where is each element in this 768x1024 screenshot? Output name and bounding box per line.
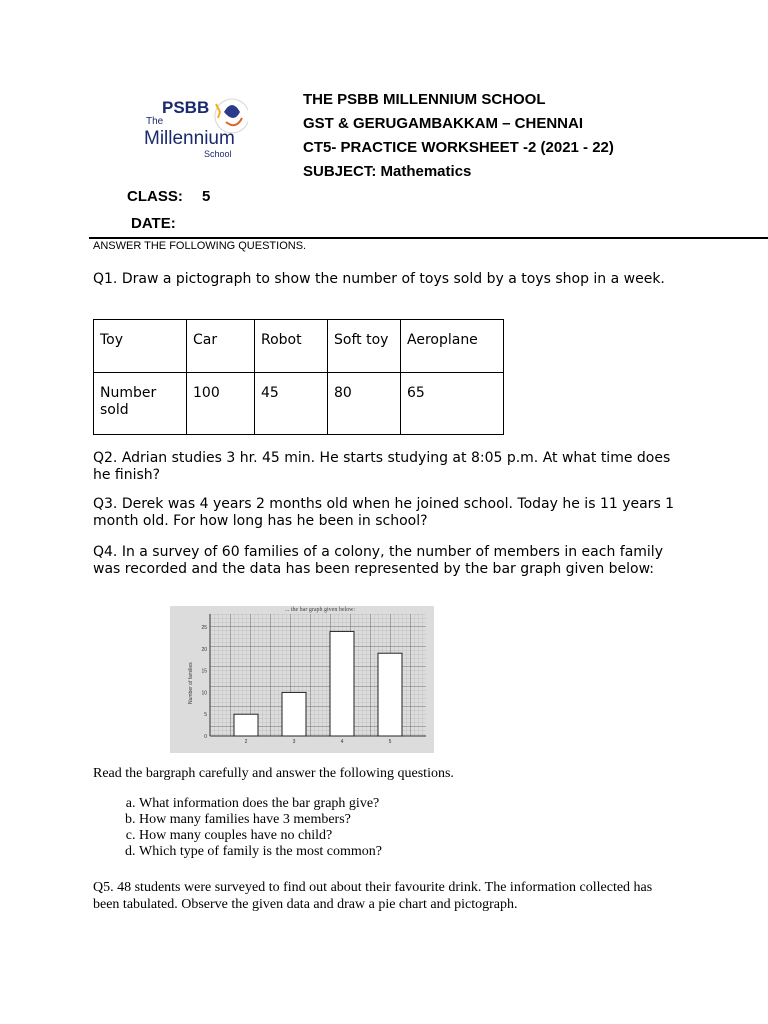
read-instruction: Read the bargraph carefully and answer the following questions.	[93, 766, 454, 781]
header-divider	[89, 237, 768, 239]
list-item: b. How many families have 3 members?	[139, 812, 382, 828]
y-tick-label: 25	[201, 625, 207, 632]
question-3: Q3. Derek was 4 years 2 months old when he joined school. Today he is 11 years 1 month old. For how long has he been in school?	[93, 496, 675, 529]
table-cell: 65	[401, 373, 504, 435]
list-item: d. Which type of family is the most common?	[139, 844, 382, 860]
question-5: Q5. 48 students were surveyed to find out about their favourite drink. The information collected has been tabulated. Observe the given data and draw a pie chart and pictograph.	[93, 880, 653, 912]
logo-the-text: The	[146, 116, 164, 127]
bar-graph-svg	[170, 606, 434, 753]
x-tick-label: 4	[340, 739, 344, 745]
list-item: c. How many couples have no child?	[139, 828, 382, 844]
table-cell: Robot	[255, 320, 328, 373]
y-axis-label: Number of families	[188, 662, 194, 704]
school-logo	[140, 94, 248, 164]
table-cell: 100	[187, 373, 255, 435]
logo-psbb-text: PSBB	[162, 98, 210, 117]
y-tick-label: 10	[201, 690, 207, 697]
y-tick-label: 5	[204, 712, 207, 719]
question-2: Q2. Adrian studies 3 hr. 45 min. He starts studying at 8:05 p.m. At what time does he finish?	[93, 450, 671, 483]
subquestion-list	[93, 796, 382, 860]
table-cell: Car	[187, 320, 255, 373]
table-cell: Aeroplane	[401, 320, 504, 373]
table-cell: Soft toy	[328, 320, 401, 373]
logo-millennium-text: Millennium	[144, 128, 235, 149]
x-tick-label: 2	[244, 739, 248, 745]
class-value: 5	[202, 188, 211, 205]
school-name: THE PSBB MILLENNIUM SCHOOL	[303, 91, 546, 108]
bar-graph	[170, 606, 434, 753]
table-cell: 80	[328, 373, 401, 435]
y-tick-label: 15	[201, 668, 207, 675]
date-label: DATE:	[131, 215, 176, 232]
question-4: Q4. In a survey of 60 families of a colony, the number of members in each family was recorded and the data has been represented by the bar graph given below:	[93, 544, 663, 577]
graph-top-caption: ... the bar graph given below:	[284, 607, 356, 613]
bar	[234, 714, 258, 736]
instruction-text: ANSWER THE FOLLOWING QUESTIONS.	[93, 240, 307, 252]
table-cell: Toy	[94, 320, 187, 373]
worksheet-title: CT5- PRACTICE WORKSHEET -2 (2021 - 22)	[303, 139, 614, 156]
table-cell: 45	[255, 373, 328, 435]
bar	[330, 631, 354, 736]
school-location: GST & GERUGAMBAKKAM – CHENNAI	[303, 115, 584, 132]
x-tick-label: 5	[388, 739, 392, 745]
class-label: CLASS:	[127, 188, 183, 205]
logo-school-text: School	[204, 149, 232, 159]
x-tick-label: 3	[292, 739, 296, 745]
toys-table	[93, 319, 504, 435]
y-tick-label: 20	[201, 646, 207, 653]
bar	[378, 653, 402, 736]
y-tick-label: 0	[204, 734, 207, 740]
list-item: a. What information does the bar graph give?	[139, 796, 382, 812]
bar	[282, 692, 306, 736]
subject-line: SUBJECT: Mathematics	[303, 163, 472, 180]
table-cell: Number sold	[94, 373, 187, 435]
question-1: Q1. Draw a pictograph to show the number of toys sold by a toys shop in a week.	[93, 271, 665, 287]
